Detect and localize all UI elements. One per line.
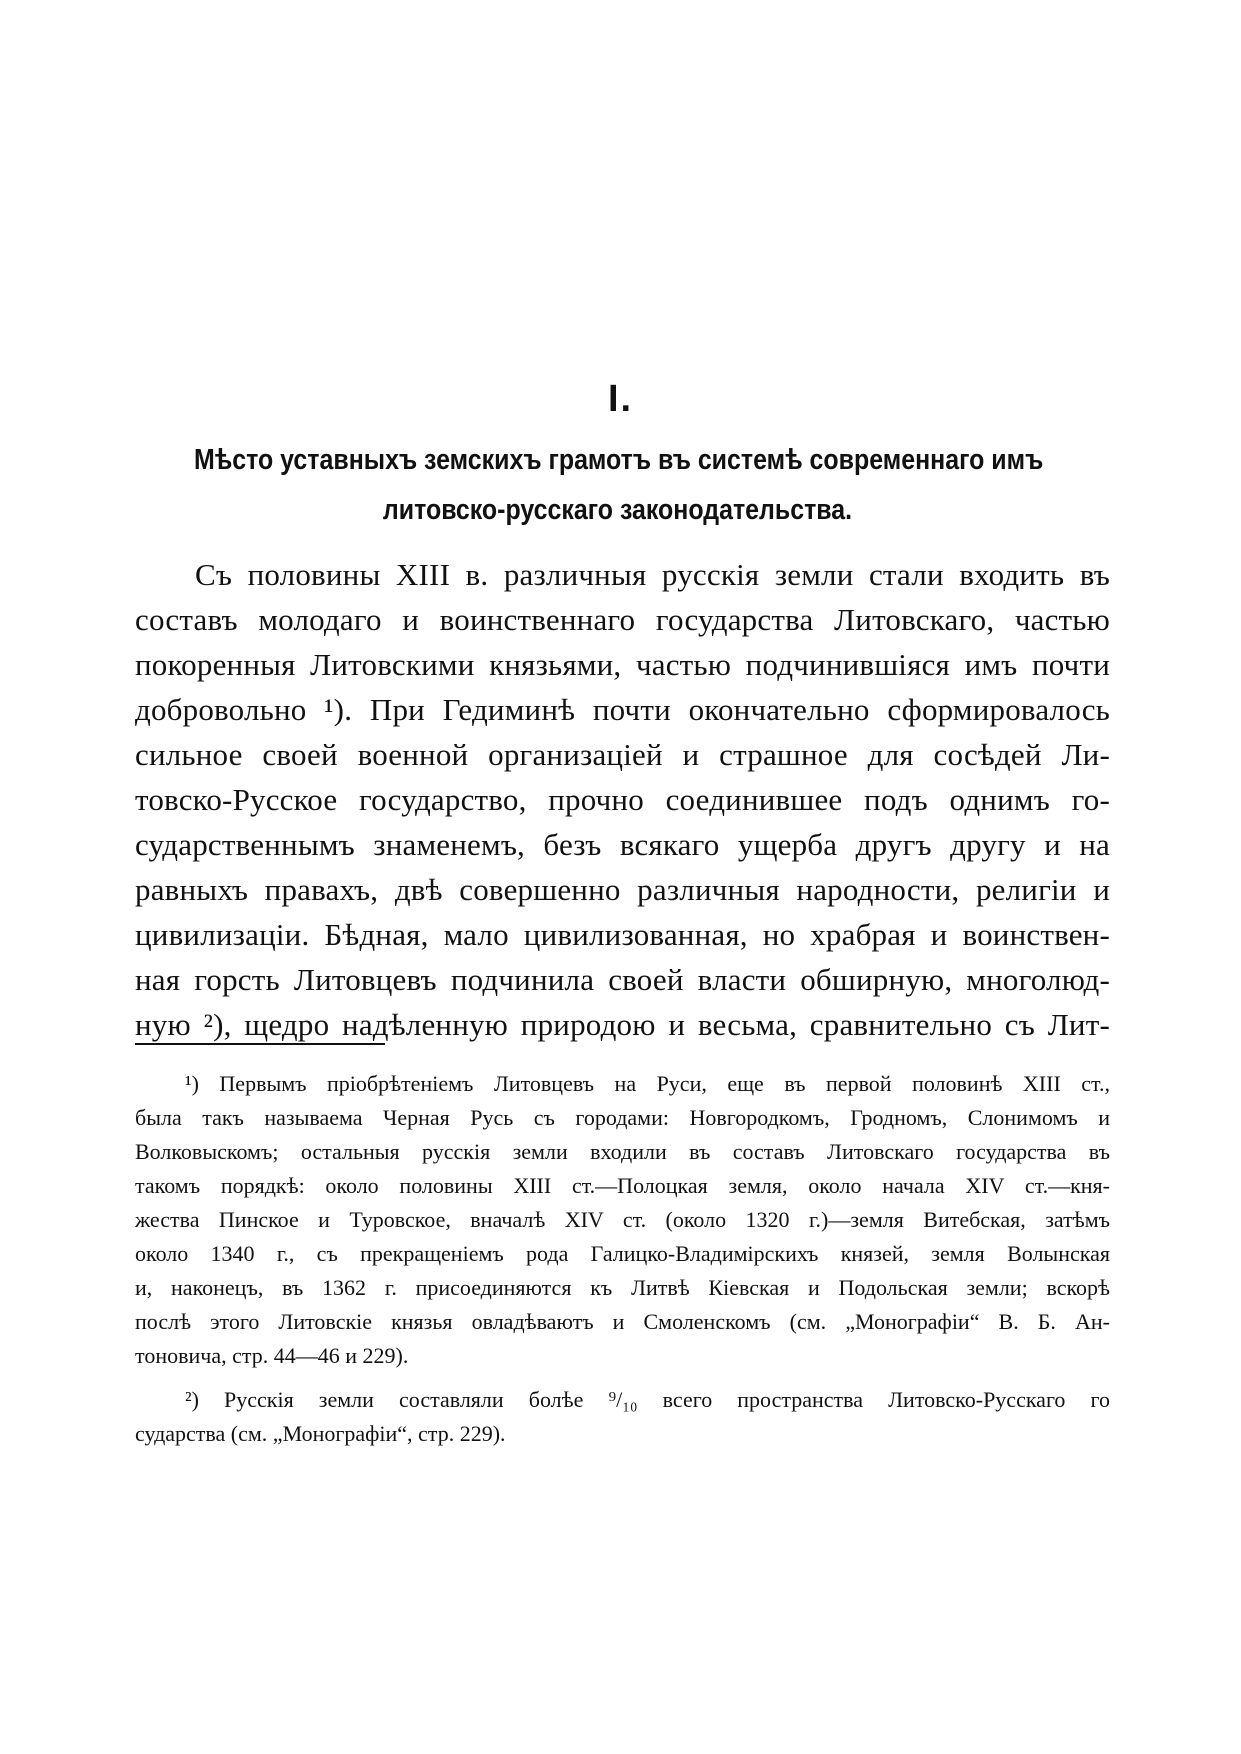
chapter-title-line: литовско-русскаго законодательства. xyxy=(382,494,853,526)
footnote-2 xyxy=(135,1383,1110,1451)
body-line: ная горсть Литовцевъ подчинила своей власти обширную, многолюд- xyxy=(135,962,1110,997)
body-line: цивилизаціи. Бѣдная, мало цивилизованная, но храбрая и воинствен- xyxy=(135,917,1110,952)
body-line: покоренныя Литовскими князьями, частью подчинившіяся имъ почти xyxy=(135,647,1110,682)
body-line: сильное своей военной организаціей и страшное для сосѣдей Ли- xyxy=(135,737,1110,772)
body-line: Съ половины XIII в. различныя русскія земли стали входить въ xyxy=(195,557,1110,592)
footnote-line: жества Пинское и Туровское, вначалѣ XIV ст. (около 1320 г.)—земля Витебская, затѣмъ xyxy=(135,1207,1110,1232)
footnote-1 xyxy=(135,1067,1110,1373)
footnote-line: тоновича, стр. 44—46 и 229). xyxy=(135,1343,409,1368)
body-line: сударственнымъ знаменемъ, безъ всякаго ущерба другъ другу и на xyxy=(135,827,1110,862)
footnote-line: ¹) Первымъ пріобрѣтеніемъ Литовцевъ на Руси, еще въ первой половинѣ XIII ст., xyxy=(185,1071,1110,1096)
body-line: равныхъ правахъ, двѣ совершенно различныя народности, религіи и xyxy=(135,872,1110,907)
footnote-divider xyxy=(135,1043,385,1045)
chapter-number: I. xyxy=(607,378,634,420)
body-line: товско-Русское государство, прочно соединившее подъ однимъ го- xyxy=(135,782,1110,817)
body-line: ную ²), щедро надѣленную природою и весьма, сравнительно съ Лит- xyxy=(135,1007,1110,1042)
footnote-line: ²) Русскія земли составляли болѣе ⁹/₁₀ всего пространства Литовско-Русскаго го xyxy=(185,1387,1110,1412)
body-line: добровольно ¹). При Гедиминѣ почти окончательно сформировалось xyxy=(135,692,1110,727)
chapter-title-line: Мѣсто уставныхъ земскихъ грамотъ въ системѣ современнаго имъ xyxy=(193,444,1044,476)
body-line: составъ молодаго и воинственнаго государства Литовскаго, частью xyxy=(135,602,1110,637)
footnote-line: сударства (см. „Монографіи“, стр. 229). xyxy=(135,1421,506,1446)
footnote-line: такомъ порядкѣ: около половины XIII ст.—Полоцкая земля, около начала XIV ст.—кня- xyxy=(135,1173,1110,1198)
chapter-title xyxy=(193,435,1044,535)
footnote-line: была такъ называема Черная Русь съ городами: Новгородкомъ, Гродномъ, Слонимомъ и xyxy=(135,1105,1110,1130)
footnote-line: и, наконецъ, въ 1362 г. присоединяются къ Литвѣ Кіевская и Подольская земли; вскорѣ xyxy=(135,1275,1110,1300)
footnotes xyxy=(135,1067,1110,1451)
footnote-line: около 1340 г., съ прекращеніемъ рода Галицко-Владимірскихъ князей, земля Волынская xyxy=(135,1241,1110,1266)
body-paragraph xyxy=(135,552,1110,1047)
footnote-spacer xyxy=(135,1373,1110,1383)
footnote-line: послѣ этого Литовскіе князья овладѣваютъ и Смоленскомъ (см. „Монографіи“ В. Б. Ан- xyxy=(135,1309,1110,1334)
footnote-line: Волковыскомъ; остальныя русскія земли входили въ составъ Литовскаго государства въ xyxy=(135,1139,1110,1164)
